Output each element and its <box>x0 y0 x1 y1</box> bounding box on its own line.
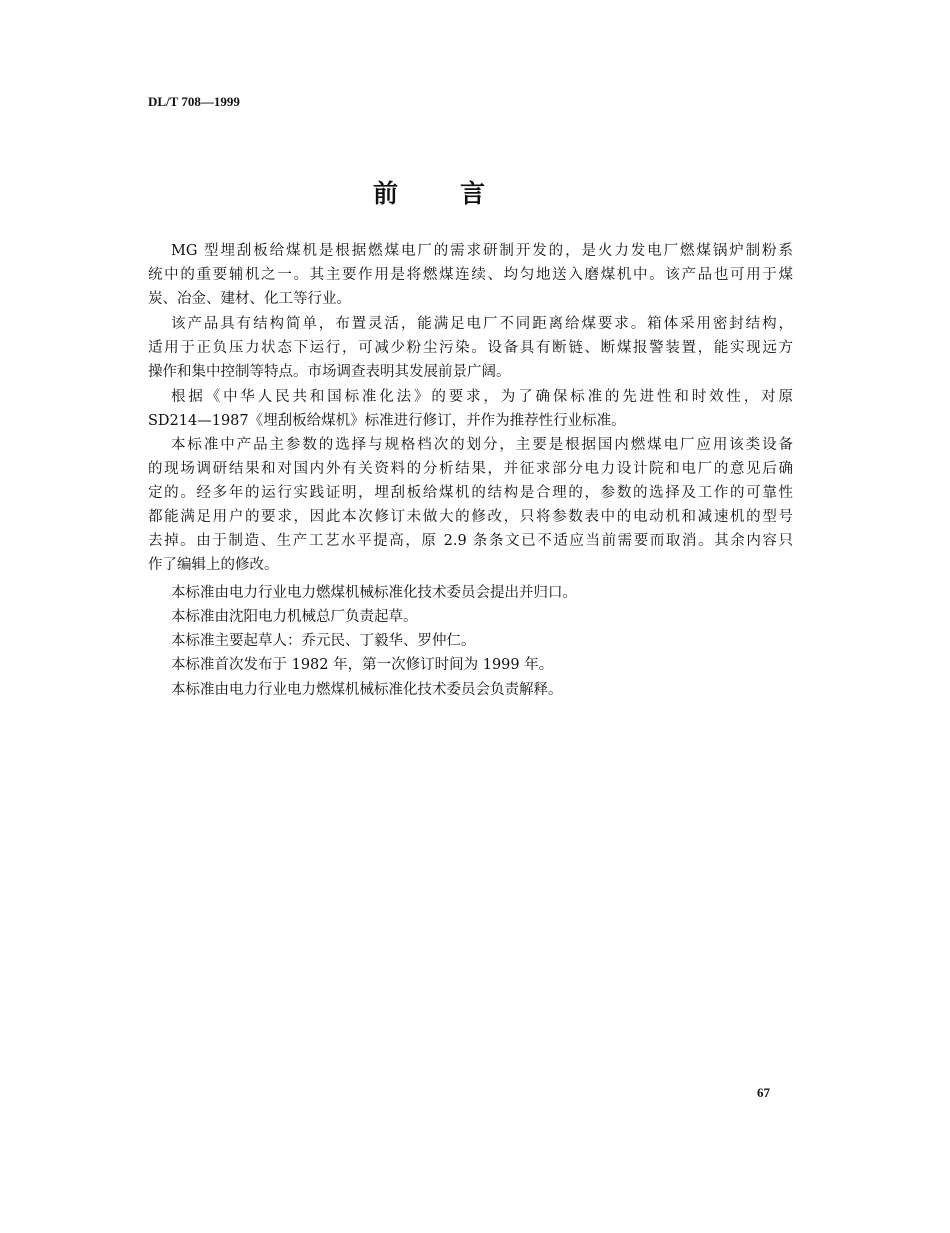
paragraph-line: 本标准由沈阳电力机械总厂负责起草。 <box>171 609 418 625</box>
paragraph-line: 都能满足用户的要求，因此本次修订未做大的修改，只将参数表中的电动机和减速机的型号 <box>148 509 793 525</box>
paragraph-line: 本标准首次发布于 1982 年，第一次修订时间为 1999 年。 <box>171 657 554 673</box>
standard-number-header: DL/T 708—1999 <box>148 94 240 109</box>
paragraph-line: 去掉。由于制造、生产工艺水平提高，原 2.9 条条文已不适应当前需要而取消。其余内容只 <box>148 533 793 549</box>
paragraph-line: 统中的重要辅机之一。其主要作用是将燃煤连续、均匀地送入磨煤机中。该产品也可用于煤 <box>148 267 793 283</box>
paragraph-line: 本标准由电力行业电力燃煤机械标准化技术委员会提出并归口。 <box>171 585 577 601</box>
paragraph-line: 定的。经多年的运行实践证明，埋刮板给煤机的结构是合理的，参数的选择及工作的可靠性 <box>148 485 793 501</box>
paragraph-line: 本标准中产品主参数的选择与规格档次的划分，主要是根据国内燃煤电厂应用该类设备 <box>171 437 793 453</box>
paragraph-line: 适用于正负压力状态下运行，可减少粉尘污染。设备具有断链、断煤报警装置，能实现远方 <box>148 340 793 356</box>
paragraph-line: SD214—1987《埋刮板给煤机》标准进行修订，并作为推荐性行业标准。 <box>148 413 626 429</box>
paragraph-line: 根据《中华人民共和国标准化法》的要求，为了确保标准的先进性和时效性，对原 <box>171 389 793 405</box>
page-title: 前言 <box>372 179 547 208</box>
paragraph-line: 操作和集中控制等特点。市场调查表明其发展前景广阔。 <box>148 364 511 380</box>
paragraph-line: 该产品具有结构简单，布置灵活，能满足电厂不同距离给煤要求。箱体采用密封结构， <box>171 316 793 332</box>
paragraph-line: 作了编辑上的修改。 <box>148 557 279 573</box>
paragraph-line: 的现场调研结果和对国内外有关资料的分析结果，并征求部分电力设计院和电厂的意见后确 <box>148 461 793 477</box>
paragraph-line: 本标准主要起草人：乔元民、丁毅华、罗仲仁。 <box>171 633 476 649</box>
paragraph-line: MG 型埋刮板给煤机是根据燃煤电厂的需求研制开发的，是火力发电厂燃煤锅炉制粉系 <box>171 243 793 259</box>
paragraph-line: 炭、冶金、建材、化工等行业。 <box>148 291 351 307</box>
page-number: 67 <box>757 1085 770 1100</box>
paragraph-line: 本标准由电力行业电力燃煤机械标准化技术委员会负责解释。 <box>171 682 563 698</box>
